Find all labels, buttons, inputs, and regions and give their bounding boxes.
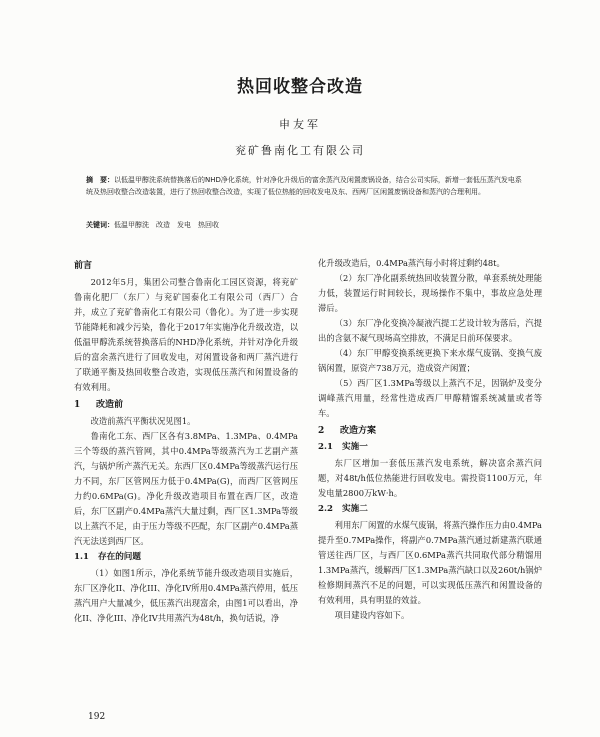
paragraph: （2）东厂净化副系统热回收装置分散，单套系统处理能力低，装置运行时间较长，现场操作不集中，事故应急处理滞后。 — [318, 273, 542, 313]
subsection-heading — [318, 440, 542, 455]
heading-text: 前言 — [74, 261, 93, 271]
paragraph: （3）东厂净化变换冷凝液汽提工艺设计较为落后，汽提出的含氨不凝气现场高空排放，不满足日前环保要求。 — [318, 318, 542, 343]
paragraph: （1）如图1所示，净化系统节能升级改造项目实施后，东厂区净化II、净化III、净化IV所用0.4MPa蒸汽停用，低压蒸汽用户大量减少，低压蒸汽出现富余，由图1可以看出，净化II、净化III、净化IV共用蒸汽为48t/h，换句话说，净 — [74, 568, 298, 623]
heading-text: 实施一 — [342, 442, 368, 452]
abstract — [86, 174, 526, 198]
section-heading — [74, 398, 298, 413]
paragraph: 2012年5月，集团公司整合鲁南化工园区资源，将兖矿鲁南化肥厂（东厂）与兖矿国泰化工有限公司（西厂）合并，成立了兖矿鲁南化工有限公司（鲁化）。为了进一步实现节能降耗和减少污染，鲁化于2017年实施净化升级改造，以低温甲醇洗系统替换落后的NHD净化系统，并针对净化升级后的富余蒸汽进行了回收发电，对闲置设备和两厂蒸汽进行了联通平衡及热回收整合改造，实现低压蒸汽和闲置设备的有效利用。 — [74, 277, 298, 392]
paper-title: 热回收整合改造 — [237, 77, 363, 97]
heading-number: 2.2 — [318, 504, 333, 514]
left-column — [74, 256, 298, 626]
abstract-text: 以低温甲醇洗系统替换落后的NHD净化系统，针对净化升级后的富余蒸汽及闲置废锅设备，结合公司实际，新增一套低压蒸汽发电系统及热回收整合改造装置，进行了热回收整合改造，实现了低位热能的回收发电及东、西两厂区闲置废锅设备和蒸汽的合理利用。 — [86, 176, 522, 196]
section-heading — [74, 259, 298, 274]
abstract-label: 摘 要： — [86, 176, 114, 184]
page-number: 192 — [88, 712, 106, 722]
heading-text: 改造前 — [96, 400, 124, 410]
heading-number: 1.1 — [74, 552, 89, 562]
paragraph: 改造前蒸汽平衡状况见图1。 — [90, 416, 196, 426]
paragraph: 东厂区增加一套低压蒸汽发电系统，解决富余蒸汽问题，对48t/h低位热能进行回收发电。需投资1100万元，年发电量2800万kW·h。 — [318, 458, 542, 498]
heading-number: 1 — [74, 400, 81, 410]
right-column — [318, 256, 542, 623]
keywords-text: 低温甲醇洗 改造 发电 热回收 — [114, 221, 219, 229]
heading-number: 2 — [318, 426, 325, 436]
paragraph: 鲁南化工东、西厂区各有3.8MPa、1.3MPa、0.4MPa三个等级的蒸汽管网，其中0.4MPa等级蒸汽为工艺副产蒸汽，与锅炉所产蒸汽无关。东西厂区0.4MPa等级蒸汽运行压力不同，东厂区管网压力低于0.4MPa(G)，而西厂区管网压力约0.6MPa(G)。净化升级改造项目布置在西厂区，改造后，东厂区副产0.4MPa蒸汽大量过剩，西厂区1.3MPa等级以上蒸汽不足，由于压力等级不匹配，东厂区副产0.4MPa蒸汽无法送到西厂区。 — [74, 431, 298, 546]
keywords — [86, 220, 526, 230]
paragraph: （5）西厂区1.3MPa等级以上蒸汽不足，因锅炉及变分调峰蒸汽用量，经常性造成西厂甲醇精馏系统减量或者等车。 — [318, 378, 542, 418]
paragraph: 项目建设内容如下。 — [334, 610, 410, 620]
heading-text: 改造方案 — [340, 426, 377, 436]
paragraph: （4）东厂甲醇变换系统更换下来水煤气废锅、变换气废锅闲置，原资产738万元，造成资产闲置； — [318, 348, 542, 373]
paragraph: 化升级改造后，0.4MPa蒸汽每小时将过剩约48t。 — [318, 258, 505, 268]
section-heading — [318, 424, 542, 439]
subsection-heading — [318, 502, 542, 517]
keywords-label: 关键词： — [86, 221, 114, 229]
paragraph: 利用东厂闲置的水煤气废锅，将蒸汽操作压力由0.4MPa提升至0.7MPa操作，将副产0.7MPa蒸汽通过新建蒸汽联通管送往西厂区，与西厂区0.6MPa蒸汽共同取代部分精馏用1.3MPa蒸汽，缓解西厂区1.3MPa蒸汽缺口以及260t/h锅炉检修期间蒸汽不足的问题，可以实现低压蒸汽和闲置设备的有效利用，具有明显的效益。 — [318, 520, 542, 605]
heading-text: 存在的问题 — [98, 552, 141, 562]
author-name: 申友军 — [279, 118, 321, 131]
heading-number: 2.1 — [318, 442, 333, 452]
subsection-heading — [74, 550, 298, 565]
heading-text: 实施二 — [342, 504, 368, 514]
author-affiliation: 兖矿鲁南化工有限公司 — [235, 144, 365, 157]
